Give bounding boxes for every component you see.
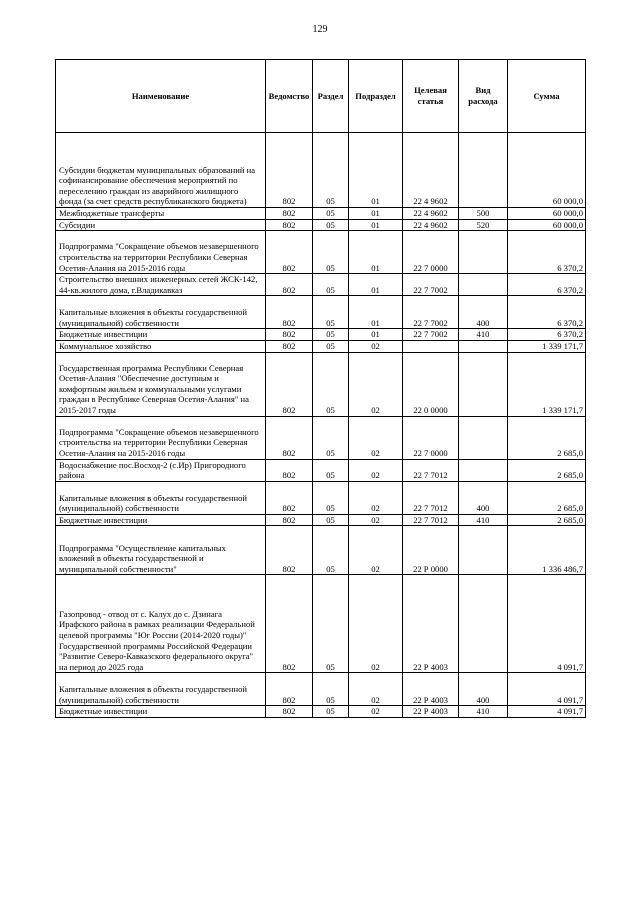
cell-subsection: 02 <box>349 416 403 459</box>
cell-target: 22 7 0000 <box>403 416 459 459</box>
cell-subsection: 01 <box>349 133 403 208</box>
cell-name: Субсидии бюджетам муниципальных образований на софинансирование обеспечения мероприятий по переселению граждан из аварийного жилищного фонда (за счет средств республиканского бюджета) <box>56 133 266 208</box>
cell-section: 05 <box>313 575 349 673</box>
cell-sum: 1 339 171,7 <box>508 340 586 352</box>
cell-section: 05 <box>313 706 349 718</box>
cell-sum: 6 370,2 <box>508 274 586 296</box>
header-subsection: Подраздел <box>349 60 403 133</box>
cell-department: 802 <box>266 575 313 673</box>
cell-section: 05 <box>313 340 349 352</box>
table-body <box>56 133 586 718</box>
cell-subsection: 01 <box>349 274 403 296</box>
cell-department: 802 <box>266 673 313 706</box>
cell-expense-type <box>459 274 508 296</box>
cell-department: 802 <box>266 514 313 526</box>
table-row <box>56 575 586 673</box>
cell-name: Капитальные вложения в объекты государственной (муниципальной) собственности <box>56 481 266 514</box>
table-row <box>56 133 586 208</box>
cell-section: 05 <box>313 329 349 341</box>
cell-sum: 4 091,7 <box>508 575 586 673</box>
cell-target: 22 7 7002 <box>403 296 459 329</box>
cell-target: 22 4 9602 <box>403 133 459 208</box>
cell-department: 802 <box>266 133 313 208</box>
cell-expense-type: 410 <box>459 706 508 718</box>
cell-target: 22 7 7012 <box>403 459 459 481</box>
cell-sum: 60 000,0 <box>508 133 586 208</box>
table-row <box>56 416 586 459</box>
cell-department: 802 <box>266 219 313 231</box>
cell-department: 802 <box>266 526 313 575</box>
header-sum: Сумма <box>508 60 586 133</box>
cell-expense-type: 410 <box>459 329 508 341</box>
cell-sum: 6 370,2 <box>508 329 586 341</box>
cell-expense-type <box>459 231 508 274</box>
cell-sum: 6 370,2 <box>508 231 586 274</box>
cell-target: 22 7 7002 <box>403 329 459 341</box>
cell-name: Коммунальное хозяйство <box>56 340 266 352</box>
cell-name: Бюджетные инвестиции <box>56 514 266 526</box>
cell-target: 22 7 0000 <box>403 231 459 274</box>
table-row <box>56 274 586 296</box>
cell-target: 22 Р 4003 <box>403 673 459 706</box>
cell-expense-type: 520 <box>459 219 508 231</box>
cell-subsection: 02 <box>349 481 403 514</box>
cell-section: 05 <box>313 481 349 514</box>
cell-expense-type: 400 <box>459 673 508 706</box>
cell-sum: 2 685,0 <box>508 481 586 514</box>
cell-sum: 4 091,7 <box>508 706 586 718</box>
cell-section: 05 <box>313 352 349 416</box>
cell-target: 22 Р 4003 <box>403 575 459 673</box>
budget-table <box>55 59 586 718</box>
cell-section: 05 <box>313 274 349 296</box>
cell-subsection: 02 <box>349 673 403 706</box>
cell-name: Субсидии <box>56 219 266 231</box>
table-row <box>56 329 586 341</box>
table-row <box>56 219 586 231</box>
cell-department: 802 <box>266 231 313 274</box>
cell-expense-type: 410 <box>459 514 508 526</box>
cell-subsection: 01 <box>349 219 403 231</box>
cell-name: Межбюджетные трансферты <box>56 208 266 220</box>
cell-subsection: 02 <box>349 706 403 718</box>
cell-section: 05 <box>313 416 349 459</box>
header-target: Целевая статья <box>403 60 459 133</box>
cell-department: 802 <box>266 340 313 352</box>
cell-expense-type: 400 <box>459 296 508 329</box>
table-row <box>56 706 586 718</box>
cell-sum: 60 000,0 <box>508 208 586 220</box>
cell-sum: 4 091,7 <box>508 673 586 706</box>
cell-subsection: 02 <box>349 340 403 352</box>
cell-expense-type: 400 <box>459 481 508 514</box>
cell-name: Подпрограмма "Осуществление капитальных вложений в объекты государственной и муниципальной собственности" <box>56 526 266 575</box>
cell-subsection: 02 <box>349 459 403 481</box>
header-name: Наименование <box>56 60 266 133</box>
cell-name: Бюджетные инвестиции <box>56 329 266 341</box>
cell-expense-type <box>459 416 508 459</box>
cell-department: 802 <box>266 459 313 481</box>
header-section: Раздел <box>313 60 349 133</box>
cell-subsection: 01 <box>349 208 403 220</box>
table-row <box>56 526 586 575</box>
table-row <box>56 340 586 352</box>
cell-subsection: 01 <box>349 296 403 329</box>
cell-department: 802 <box>266 329 313 341</box>
cell-section: 05 <box>313 514 349 526</box>
cell-subsection: 02 <box>349 514 403 526</box>
cell-sum: 1 339 171,7 <box>508 352 586 416</box>
table-row <box>56 673 586 706</box>
cell-section: 05 <box>313 208 349 220</box>
cell-target: 22 4 9602 <box>403 219 459 231</box>
cell-subsection: 02 <box>349 526 403 575</box>
table-row <box>56 208 586 220</box>
cell-section: 05 <box>313 133 349 208</box>
cell-subsection: 01 <box>349 231 403 274</box>
cell-name: Капитальные вложения в объекты государственной (муниципальной) собственности <box>56 296 266 329</box>
cell-expense-type <box>459 340 508 352</box>
table-row <box>56 481 586 514</box>
cell-name: Государственная программа Республики Северная Осетия-Алания "Обеспечение доступным и комфортным жильем и коммунальными услугами граждан в Республике Северная Осетия-Алания" на 2015-2017 годы <box>56 352 266 416</box>
cell-sum: 2 685,0 <box>508 416 586 459</box>
cell-department: 802 <box>266 481 313 514</box>
cell-target: 22 7 7002 <box>403 274 459 296</box>
cell-sum: 2 685,0 <box>508 459 586 481</box>
cell-section: 05 <box>313 231 349 274</box>
cell-name: Капитальные вложения в объекты государственной (муниципальной) собственности <box>56 673 266 706</box>
table-row <box>56 459 586 481</box>
cell-section: 05 <box>313 526 349 575</box>
cell-expense-type: 500 <box>459 208 508 220</box>
cell-section: 05 <box>313 459 349 481</box>
cell-name: Подпрограмма "Сокращение объемов незавершенного строительства на территории Республики Северная Осетия-Алания на 2015-2016 годы <box>56 231 266 274</box>
cell-name: Газопровод - отвод от с. Калух до с. Дзинага Ирафского района в рамках реализации Федеральной целевой программы "Юг России (2014-2020 годы)" Государственной программы Российской Федерации "Развитие Северо-Кавказского федерального округа" на период до 2025 года <box>56 575 266 673</box>
cell-target: 22 7 7012 <box>403 481 459 514</box>
cell-department: 802 <box>266 352 313 416</box>
cell-section: 05 <box>313 296 349 329</box>
cell-department: 802 <box>266 706 313 718</box>
table-row <box>56 514 586 526</box>
cell-subsection: 01 <box>349 329 403 341</box>
table-row <box>56 352 586 416</box>
cell-sum: 1 336 486,7 <box>508 526 586 575</box>
table-header <box>56 60 586 133</box>
cell-subsection: 02 <box>349 575 403 673</box>
cell-sum: 60 000,0 <box>508 219 586 231</box>
table-row <box>56 296 586 329</box>
table-row <box>56 231 586 274</box>
header-department: Ведомство <box>266 60 313 133</box>
cell-target: 22 7 7012 <box>403 514 459 526</box>
cell-name: Подпрограмма "Сокращение объемов незавершенного строительства на территории Республики Северная Осетия-Алания на 2015-2016 годы <box>56 416 266 459</box>
cell-target: 22 Р 4003 <box>403 706 459 718</box>
cell-sum: 6 370,2 <box>508 296 586 329</box>
cell-section: 05 <box>313 673 349 706</box>
cell-name: Водоснабжение пос.Восход-2 (с.Ир) Пригородного района <box>56 459 266 481</box>
cell-sum: 2 685,0 <box>508 514 586 526</box>
cell-department: 802 <box>266 208 313 220</box>
cell-target <box>403 340 459 352</box>
cell-section: 05 <box>313 219 349 231</box>
cell-target: 22 4 9602 <box>403 208 459 220</box>
cell-subsection: 02 <box>349 352 403 416</box>
page-number: 129 <box>312 24 328 35</box>
cell-department: 802 <box>266 296 313 329</box>
cell-target: 22 0 0000 <box>403 352 459 416</box>
header-expense-type: Вид расхода <box>459 60 508 133</box>
cell-department: 802 <box>266 416 313 459</box>
cell-name: Бюджетные инвестиции <box>56 706 266 718</box>
cell-name: Строительство внешних инженерных сетей ЖСК-142, 44-кв.жилого дома, г.Владикавказ <box>56 274 266 296</box>
cell-expense-type <box>459 352 508 416</box>
cell-expense-type <box>459 133 508 208</box>
cell-expense-type <box>459 459 508 481</box>
cell-expense-type <box>459 575 508 673</box>
cell-target: 22 Р 0000 <box>403 526 459 575</box>
cell-department: 802 <box>266 274 313 296</box>
cell-expense-type <box>459 526 508 575</box>
